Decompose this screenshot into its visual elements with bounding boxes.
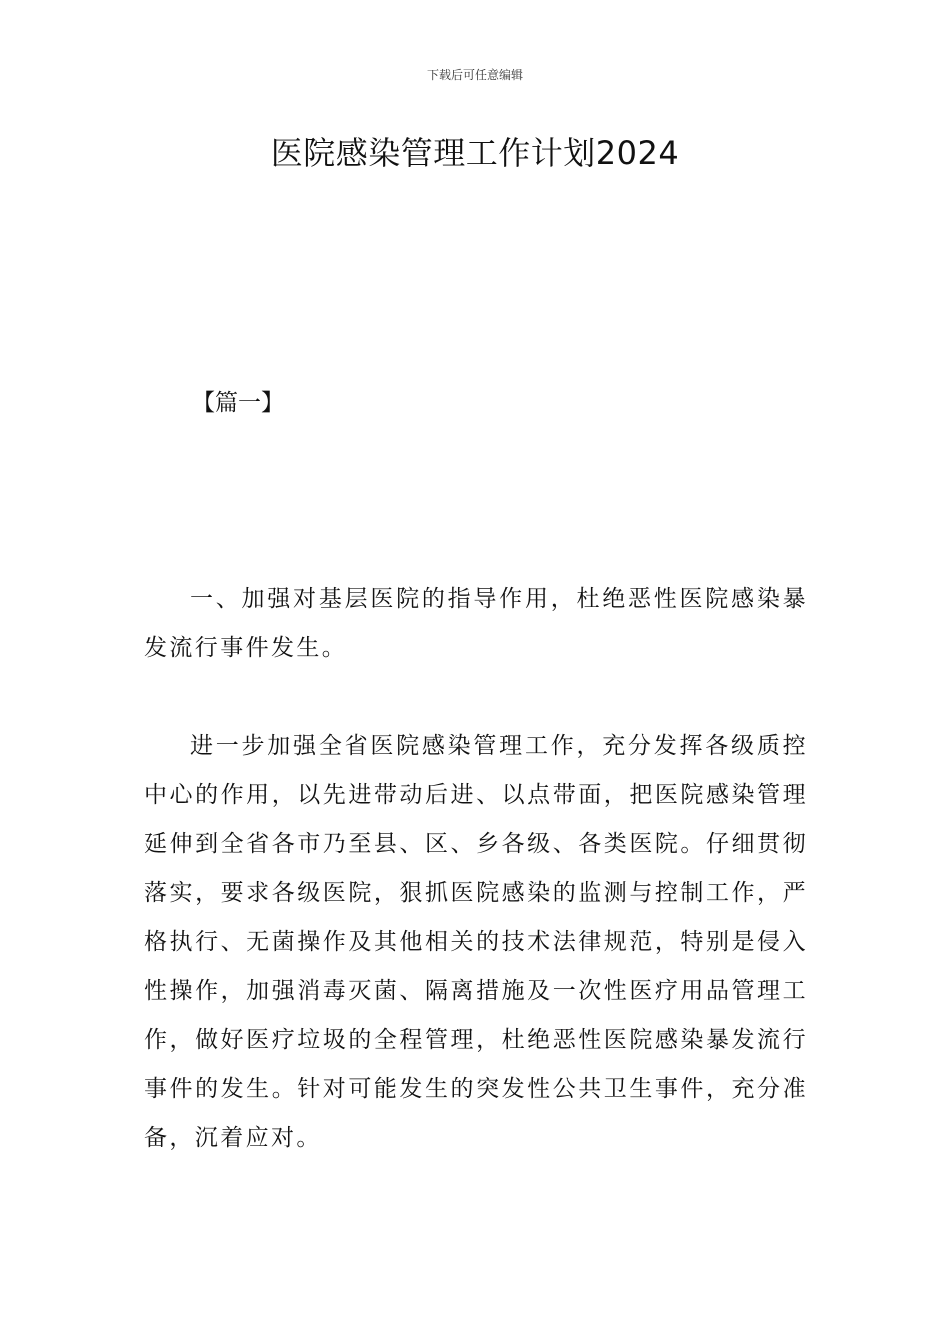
- section-label: 【篇一】: [192, 390, 284, 416]
- document-title: 医院感染管理工作计划2024: [270, 134, 680, 172]
- section-heading: 一、加强对基层医院的指导作用，杜绝恶性医院感染暴发流行事件发生。: [144, 586, 808, 661]
- body-paragraph: 进一步加强全省医院感染管理工作，充分发挥各级质控中心的作用，以先进带动后进、以点带面，把医院感染管理延伸到全省各市乃至县、区、乡各级、各类医院。仔细贯彻落实，要求各级医院，狠抓医院感染的监测与控制工作，严格执行、无菌操作及其他相关的技术法律规范，特别是侵入性操作，加强消毒灭菌、隔离措施及一次性医疗用品管理工作，做好医疗垃圾的全程管理，杜绝恶性医院感染暴发流行事件的发生。针对可能发生的突发性公共卫生事件，充分准备，沉着应对。: [144, 733, 808, 1151]
- header-note: 下载后可任意编辑: [426, 68, 523, 82]
